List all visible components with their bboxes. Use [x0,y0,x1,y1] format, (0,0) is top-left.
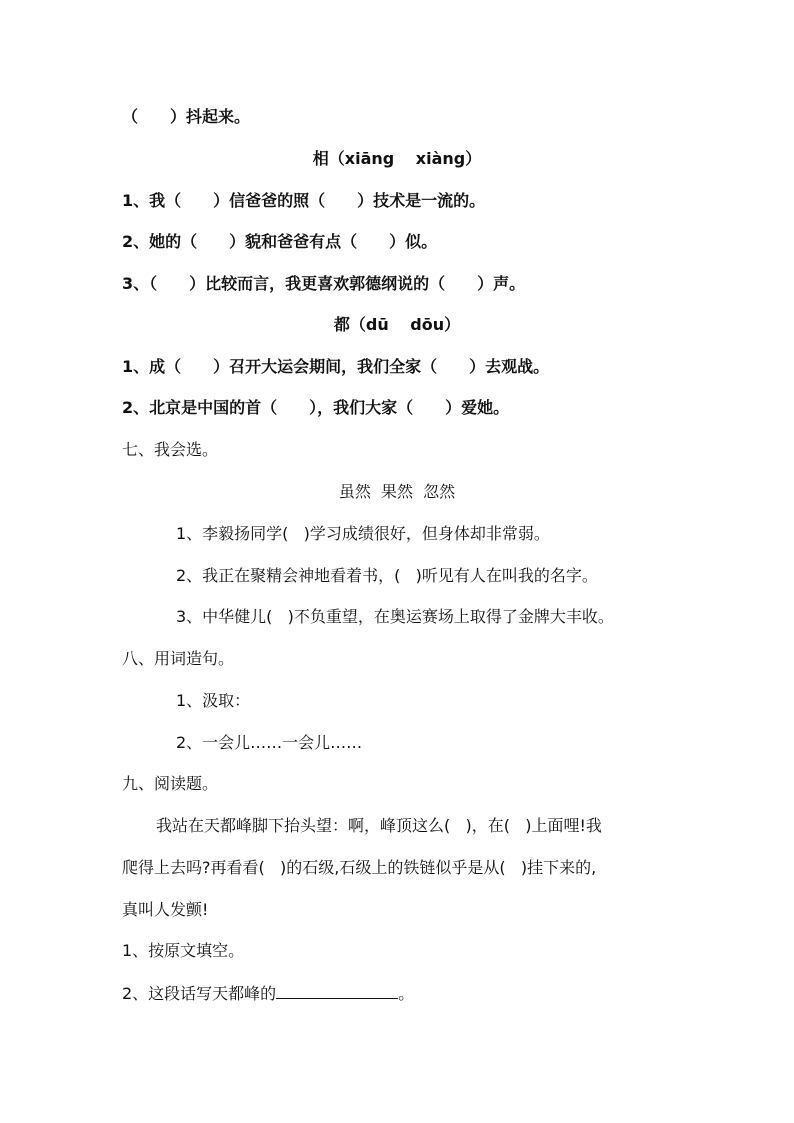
question-item: 3、（ ）比较而言，我更喜欢郭德纲说的（ ）声。 [122,274,526,293]
question-item: 1、李毅扬同学( )学习成绩很好，但身体却非常弱。 [176,524,550,543]
section-heading: 九、阅读题。 [122,774,219,793]
fill-line: （ ）抖起来。 [122,107,251,126]
question-item: 1、按原文填空。 [122,941,245,960]
passage-line: 真叫人发颤! [122,900,209,919]
word-choices: 虽然 果然 忽然 [338,482,456,501]
question-item: 2、一会儿……一会儿…… [176,733,363,752]
answer-blank[interactable] [276,982,398,999]
passage-line: 爬得上去吗?再看看( )的石级,石级上的铁链似乎是从( )挂下来的, [122,858,597,877]
section-heading: 七、我会选。 [122,440,219,459]
question-item: 2、她的（ ）貌和爸爸有点（ ）似。 [122,232,438,251]
question-item: 3、中华健儿( )不负重望，在奥运赛场上取得了金牌大丰收。 [176,607,614,626]
section-heading: 八、用词造句。 [122,649,235,668]
passage-line: 我站在天都峰脚下抬头望：啊，峰顶这么( )，在( )上面哩!我 [156,816,602,835]
polyphone-title-xiang: 相（xiāng xiàng） [312,149,482,168]
polyphone-title-du: 都（dū dōu） [333,315,461,334]
question-item: 1、我（ ）信爸爸的照（ ）技术是一流的。 [122,191,486,210]
question-item [122,982,414,1005]
question-item: 1、汲取： [176,691,251,710]
question-punctuation: 。 [398,984,415,1003]
question-item: 1、成（ ）召开大运会期间，我们全家（ ）去观战。 [122,357,550,376]
question-item: 2、我正在聚精会神地看着书，( )听见有人在叫我的名字。 [176,566,598,585]
question-text: 2、这段话写天都峰的 [122,984,277,1003]
question-item: 2、北京是中国的首（ ），我们大家（ ）爱她。 [122,398,510,417]
